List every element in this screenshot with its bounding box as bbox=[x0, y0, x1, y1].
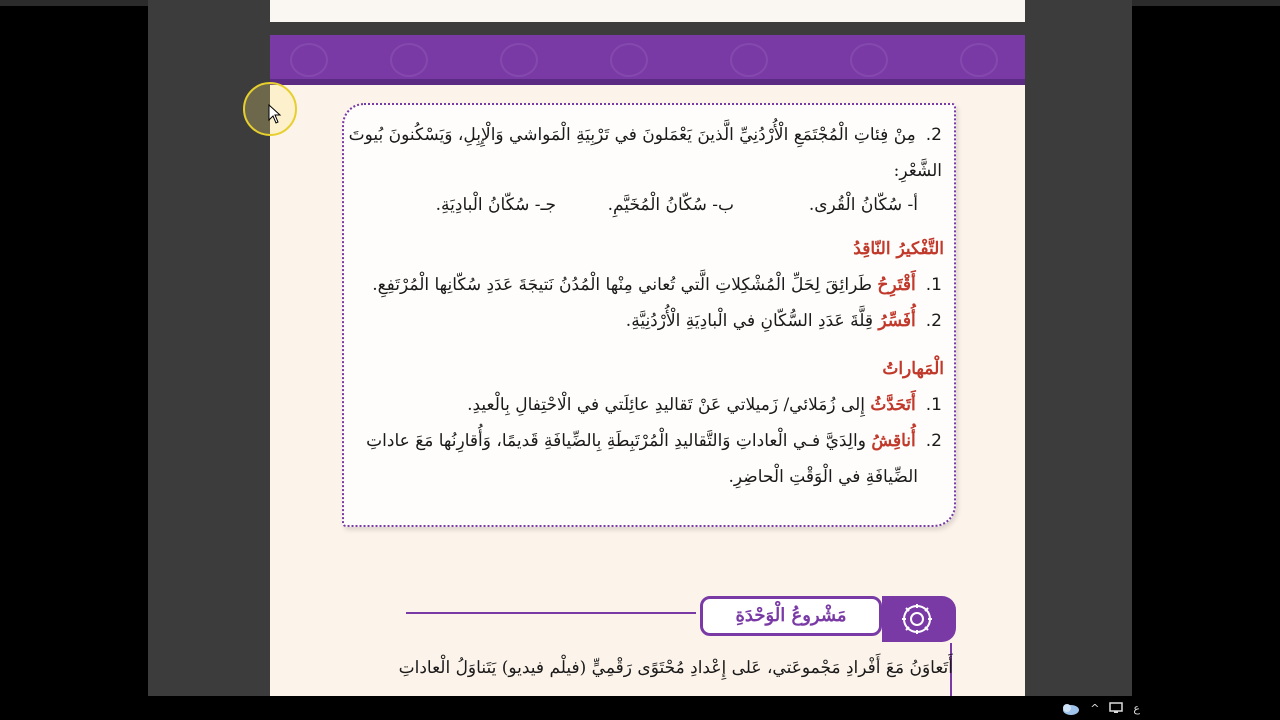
chevron-up-icon[interactable]: ^ bbox=[1090, 701, 1100, 715]
item-number: 2. bbox=[925, 311, 942, 331]
skills-item-2-line-1 bbox=[366, 431, 942, 451]
item-keyword: أَتَحَدَّثُ bbox=[870, 395, 916, 415]
question-number: 2. bbox=[925, 125, 942, 145]
item-text: طَرائِقَ لِحَلِّ الْمُشْكِلاتِ الَّتي تُعاني مِنْها الْمُدُنُ نَتيجَةَ عَدَدِ سُكّانِها الْمُرْتَفِعِ. bbox=[372, 275, 878, 295]
project-icon-tab bbox=[882, 596, 956, 642]
item-text: قِلَّةَ عَدَدِ السُّكّانِ في الْبادِيَةِ الْأُرْدُنِيَّةِ. bbox=[625, 311, 879, 331]
item-keyword: أَقْتَرِحُ bbox=[877, 275, 916, 295]
question-2-line-1 bbox=[349, 125, 942, 145]
previous-page-bottom bbox=[270, 0, 1025, 22]
network-icon[interactable] bbox=[1109, 702, 1123, 714]
critical-thinking-item-1 bbox=[372, 275, 942, 295]
brain-gear-icon bbox=[900, 602, 934, 636]
option-b: ب- سُكّانُ الْمُخَيَّمِ. bbox=[607, 195, 734, 215]
option-a: أ- سُكّانُ الْقُرى. bbox=[808, 195, 918, 215]
question-text: مِنْ فِئاتِ الْمُجْتَمَعِ الْأُرْدُنِيِّ الَّذينَ يَعْمَلونَ في تَرْبِيَةِ الْمَواشي وَالْإِبِلِ، وَيَسْكُنونَ بُيوتَ bbox=[348, 125, 916, 145]
banner-stripe bbox=[270, 79, 1025, 85]
project-title: مَشْروعُ الْوَحْدَةِ bbox=[700, 596, 882, 636]
banner-decoration bbox=[960, 43, 998, 77]
banner-decoration bbox=[850, 43, 888, 77]
question-2-line-2: الشَّعْرِ: bbox=[893, 161, 942, 181]
item-text: والِدَيَّ فـي الْعاداتِ وَالتَّقاليدِ الْمُرْتَبِطَةِ بِالضِّيافَةِ قَديمًا، وَأُقارِنُها مَعَ عاداتِ bbox=[366, 431, 872, 451]
project-title-rule bbox=[406, 612, 696, 614]
skills-heading: الْمَهاراتُ bbox=[882, 359, 944, 379]
taskbar bbox=[0, 696, 1280, 720]
weather-cloud-icon[interactable] bbox=[1060, 701, 1080, 715]
item-keyword: أُناقِشُ bbox=[871, 431, 916, 451]
item-keyword: أُفَسِّرُ bbox=[878, 311, 916, 331]
option-c: جـ- سُكّانُ الْبادِيَةِ. bbox=[435, 195, 556, 215]
input-language[interactable]: ع bbox=[1133, 701, 1140, 715]
item-number: 1. bbox=[925, 275, 942, 295]
banner-decoration bbox=[730, 43, 768, 77]
critical-thinking-item-2 bbox=[626, 311, 942, 331]
item-number: 2. bbox=[925, 431, 942, 451]
system-tray bbox=[1060, 698, 1140, 718]
item-number: 1. bbox=[925, 395, 942, 415]
banner-decoration bbox=[610, 43, 648, 77]
skills-item-1 bbox=[467, 395, 942, 415]
mouse-pointer-icon bbox=[268, 104, 282, 124]
item-text: إِلى زُمَلائي/ زَميلاتي عَنْ تَقاليدِ عائِلَتي في الْاحْتِفالِ بِالْعيدِ. bbox=[467, 395, 871, 415]
critical-thinking-heading: التَّفْكيرُ النّاقِدُ bbox=[853, 239, 944, 259]
questions-box bbox=[342, 103, 956, 527]
page-header-banner bbox=[270, 35, 1025, 85]
textbook-page bbox=[270, 35, 1025, 696]
skills-item-2-line-2: الضِّيافَةِ في الْوَقْتِ الْحاضِرِ. bbox=[728, 467, 918, 487]
banner-decoration bbox=[500, 43, 538, 77]
project-description: أَتَعاوَنُ مَعَ أَفْرادِ مَجْموعَتي، عَلى إِعْدادِ مُحْتَوًى رَقْمِيٍّ (فيلْم فيديو) يَتَناوَلُ الْعاداتِ bbox=[398, 658, 953, 678]
banner-decoration bbox=[390, 43, 428, 77]
banner-decoration bbox=[290, 43, 328, 77]
